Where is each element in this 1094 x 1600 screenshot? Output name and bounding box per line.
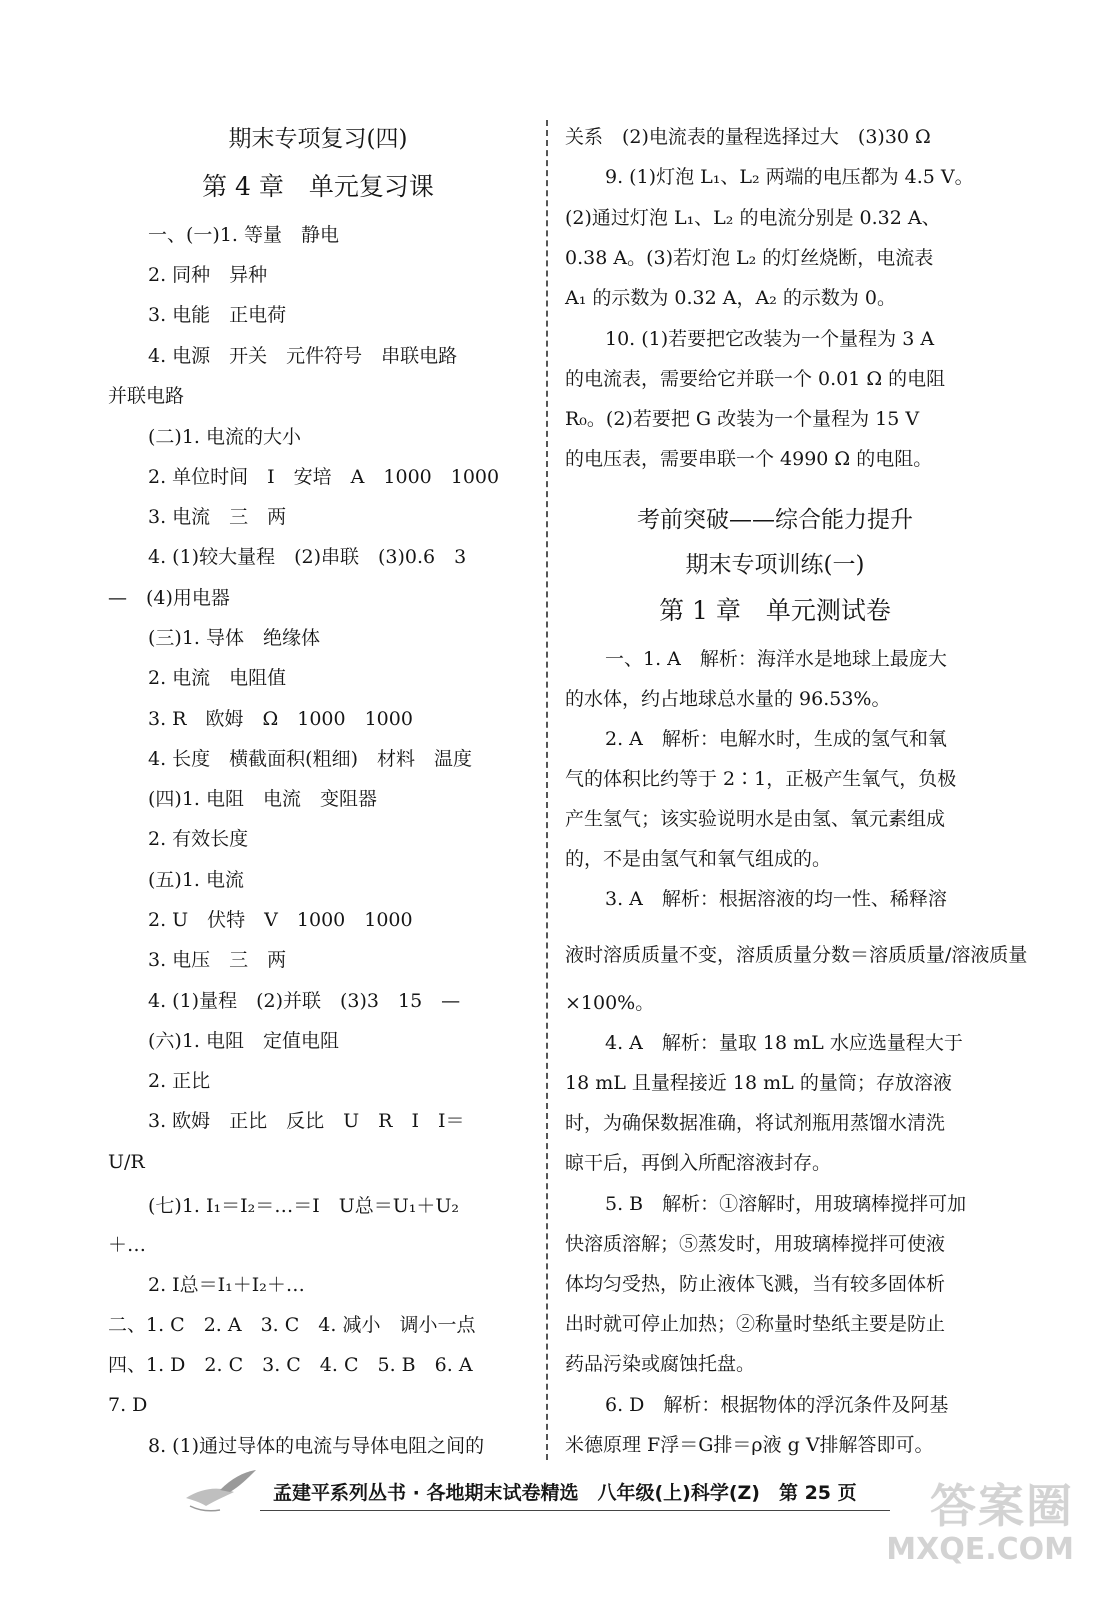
answer-line: 4. 电源 开关 元件符号 串联电路 xyxy=(148,345,458,367)
answer-line: 快溶质溶解；⑤蒸发时，用玻璃棒搅拌可使液 xyxy=(565,1233,946,1255)
answer-line: R₀。(2)若要把 G 改装为一个量程为 15 V xyxy=(565,408,920,430)
answer-line: (2)通过灯泡 L₁、L₂ 的电流分别是 0.32 A、 xyxy=(565,207,941,229)
answer-line: 6. D 解析：根据物体的浮沉条件及阿基 xyxy=(605,1394,949,1416)
chapter-title: 第 1 章 单元测试卷 xyxy=(659,596,891,625)
answer-line: 2. 同种 异种 xyxy=(148,264,268,286)
answer-line: 7. D xyxy=(108,1394,148,1416)
answer-line: (三)1. 导体 绝缘体 xyxy=(148,627,320,649)
answer-line: 3. 电流 三 两 xyxy=(148,506,287,528)
answer-line: 2. 正比 xyxy=(148,1070,211,1092)
answer-line: 的水体，约占地球总水量的 96.53%。 xyxy=(565,688,891,710)
answer-line: 3. 电能 正电荷 xyxy=(148,304,287,326)
answer-line: (六)1. 电阻 定值电阻 xyxy=(148,1030,339,1052)
answer-line: 2. I总＝I₁＋I₂＋… xyxy=(148,1274,305,1296)
answer-line: 四、1. D 2. C 3. C 4. C 5. B 6. A xyxy=(108,1354,473,1376)
answer-line: 4. 长度 横截面积(粗细) 材料 温度 xyxy=(148,748,472,770)
answer-line: 0.38 A。(3)若灯泡 L₂ 的灯丝烧断，电流表 xyxy=(565,247,934,269)
answer-line: 3. 欧姆 正比 反比 U R I I＝ xyxy=(148,1110,465,1132)
answer-line: 2. A 解析：电解水时，生成的氢气和氧 xyxy=(605,728,947,750)
answer-line: (四)1. 电阻 电流 变阻器 xyxy=(148,788,377,810)
answer-line: 3. A 解析：根据溶液的均一性、稀释溶 xyxy=(605,888,947,910)
chapter-title: 第 4 章 单元复习课 xyxy=(202,172,434,201)
section-title: 期末专项复习(四) xyxy=(228,126,408,152)
answer-line: 10. (1)若要把它改装为一个量程为 3 A xyxy=(605,328,935,350)
answer-line: 5. B 解析：①溶解时，用玻璃棒搅拌可加 xyxy=(605,1193,967,1215)
watermark-url: MXQE.COM xyxy=(886,1532,1074,1567)
answer-line: 药品污染或腐蚀托盘。 xyxy=(565,1353,756,1375)
answer-line: A₁ 的示数为 0.32 A，A₂ 的示数为 0。 xyxy=(565,287,896,309)
answer-line: 2. 有效长度 xyxy=(148,828,249,850)
answer-line: 的电压表，需要串联一个 4990 Ω 的电阻。 xyxy=(565,448,933,470)
answer-line: 产生氢气；该实验说明水是由氢、氧元素组成 xyxy=(565,808,946,830)
answer-line: 4. (1)量程 (2)并联 (3)3 15 — xyxy=(148,990,461,1012)
watermark xyxy=(886,1480,1074,1568)
answer-line: 米德原理 F浮＝G排＝ρ液 g V排解答即可。 xyxy=(565,1434,934,1456)
answer-line: 二、1. C 2. A 3. C 4. 减小 调小一点 xyxy=(108,1314,476,1336)
footer-rule xyxy=(260,1510,890,1511)
answer-line: 液时溶质质量不变，溶质质量分数＝溶质质量/溶液质量 xyxy=(565,944,1028,966)
answer-line: 气的体积比约等于 2∶1，正极产生氧气，负极 xyxy=(565,768,957,790)
answer-line: 体均匀受热，防止液体飞溅，当有较多固体析 xyxy=(565,1273,946,1295)
answer-line: 关系 (2)电流表的量程选择过大 (3)30 Ω xyxy=(565,126,931,148)
answer-line: 晾干后，再倒入所配溶液封存。 xyxy=(565,1152,832,1174)
answer-line: 一、1. A 解析：海洋水是地球上最庞大 xyxy=(605,648,947,670)
answer-line: (七)1. I₁＝I₂＝…＝I U总＝U₁＋U₂ xyxy=(148,1195,460,1217)
swallow-logo-icon xyxy=(180,1466,260,1516)
answer-line: 2. U 伏特 V 1000 1000 xyxy=(148,909,413,931)
answer-line: 时，为确保数据准确，将试剂瓶用蒸馏水清洗 xyxy=(565,1112,946,1134)
answer-line: 9. (1)灯泡 L₁、L₂ 两端的电压都为 4.5 V。 xyxy=(605,166,974,188)
section-title: 考前突破——综合能力提升 xyxy=(637,507,913,533)
section-title: 期末专项训练(一) xyxy=(685,552,865,578)
answer-line: 8. (1)通过导体的电流与导体电阻之间的 xyxy=(148,1435,485,1457)
watermark-logo: 答案圈 xyxy=(930,1479,1074,1533)
footer-text: 孟建平系列丛书 · 各地期末试卷精选 八年级(上)科学(Z) 第 25 页 xyxy=(273,1482,857,1504)
answer-line: 4. (1)较大量程 (2)串联 (3)0.6 3 xyxy=(148,546,467,568)
answer-line: (二)1. 电流的大小 xyxy=(148,426,301,448)
answer-line: U/R xyxy=(108,1151,145,1173)
answer-line: 3. 电压 三 两 xyxy=(148,949,287,971)
answer-line: 2. 电流 电阻值 xyxy=(148,667,287,689)
answer-line: 4. A 解析：量取 18 mL 水应选量程大于 xyxy=(605,1032,963,1054)
answer-line: ＋… xyxy=(108,1234,147,1256)
column-divider xyxy=(546,120,548,1460)
answer-line: 出时就可停止加热；②称量时垫纸主要是防止 xyxy=(565,1313,946,1335)
answer-line: 3. R 欧姆 Ω 1000 1000 xyxy=(148,708,413,730)
answer-line: ×100%。 xyxy=(565,992,655,1014)
answer-line: 并联电路 xyxy=(108,385,185,407)
answer-line: (五)1. 电流 xyxy=(148,869,244,891)
answer-line: 一、(一)1. 等量 静电 xyxy=(148,224,339,246)
answer-line: 的，不是由氢气和氧气组成的。 xyxy=(565,848,832,870)
answer-line: — (4)用电器 xyxy=(108,587,230,609)
answer-line: 18 mL 且量程接近 18 mL 的量筒；存放溶液 xyxy=(565,1072,952,1094)
answer-line: 的电流表，需要给它并联一个 0.01 Ω 的电阻 xyxy=(565,368,946,390)
answer-line: 2. 单位时间 I 安培 A 1000 1000 xyxy=(148,466,500,488)
